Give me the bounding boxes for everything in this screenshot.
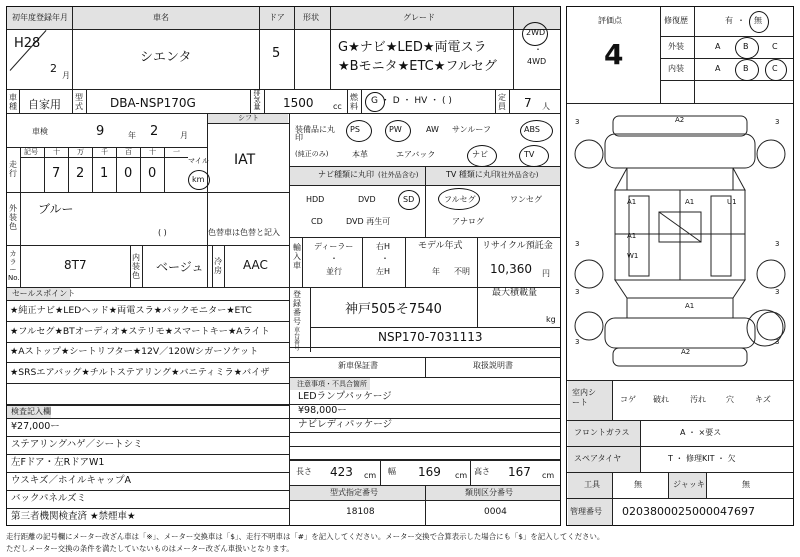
tv-sub: (社外品含む)	[498, 171, 539, 179]
note-rule	[7, 508, 289, 509]
equipment-item: ABS	[524, 125, 540, 134]
recycle-label: リサイクル預託金	[482, 241, 553, 251]
grade-line-2: ★Bモニタ★ETC★フルセグ	[338, 59, 497, 74]
equipment-label: 装備品に丸印	[295, 125, 335, 143]
diagram-mark-a1-center: A1	[685, 198, 695, 206]
notice-line: ¥98,000ー	[298, 405, 347, 416]
mileage-digit: 1	[100, 166, 109, 181]
chassis-label: 車台番号	[293, 327, 300, 352]
type-designation: 18108	[346, 507, 375, 517]
mileage-unit-label: マイル	[188, 157, 209, 165]
mileage-digit: 0	[148, 166, 157, 181]
exterior-b: B	[743, 42, 749, 51]
sales-point-line: ★SRSエアバッグ★チルトステアリング★バニティミラ★バイザ	[10, 367, 270, 378]
registration-month: 2	[50, 62, 57, 75]
sales-point-line: ★フルセグ★BTオーディオ★ステリモ★スマートキー★Aライト	[10, 326, 270, 337]
corner-mark-br2: 3	[775, 338, 780, 346]
registration-label: 登録番号	[293, 290, 301, 326]
corner-mark-tl: 3	[575, 118, 580, 126]
shift-label: シフト	[238, 114, 259, 122]
notices-label: 注意事項・不具合箇所	[297, 380, 367, 388]
mileage-grid-line	[44, 147, 45, 192]
spare-tire: T ・ 修理KIT ・ 欠	[668, 454, 736, 463]
navi-sub: (社外品含む)	[378, 171, 419, 179]
drive-4wd: 4WD	[527, 57, 547, 66]
jack: 無	[742, 480, 750, 489]
door-label: ドア	[269, 13, 285, 22]
import-left: 左H	[376, 267, 391, 276]
import-dealer: ディーラー	[314, 242, 354, 251]
color-no: 8T7	[64, 258, 87, 272]
navi-sd: SD	[403, 195, 415, 204]
corner-mark-br: 3	[775, 288, 780, 296]
interior-seat-item: 穴	[726, 395, 734, 404]
interior-color-label: 内装色	[132, 253, 140, 280]
car-name: シエンタ	[140, 50, 192, 65]
navi-cd: CD	[311, 217, 323, 226]
capacity: 7	[524, 96, 532, 110]
mileage-grid-line	[68, 147, 69, 192]
sales-point-line: ★Aストップ★シートリフター★12V／120Wシガーソケット	[10, 346, 259, 357]
import-label: 輸入車	[293, 243, 301, 270]
diagram-mark-a2-bottom: A2	[681, 348, 691, 356]
equipment-item: PS	[350, 125, 360, 134]
corner-mark-bl2: 3	[575, 338, 580, 346]
ac-value: AAC	[243, 258, 268, 272]
tv-oneseg: ワンセグ	[510, 195, 542, 204]
footer-note-1: 走行距離の記号欄にメーター改ざん車は「※」、メーター交換車は「$」、走行不明車は「#」を記入してください。メーター交換で合算表示した場合にも「$」を記入してください。	[6, 532, 605, 541]
equipment-item: 本革	[352, 150, 368, 159]
tv-fullseg: フルセグ	[444, 195, 476, 204]
fuel-label: 燃料	[350, 93, 358, 111]
equipment-item: PW	[389, 125, 402, 134]
corner-mark-ml: 3	[575, 240, 580, 248]
registration-era: H28	[14, 36, 41, 51]
note-rule	[7, 490, 289, 491]
jack-label: ジャッキ	[673, 480, 705, 489]
width-label: 幅	[388, 467, 396, 476]
vehicle-kind: 自家用	[28, 98, 61, 111]
interior-a: A	[715, 64, 721, 73]
note-rule	[7, 472, 289, 473]
interior-seat-item: 汚れ	[690, 395, 706, 404]
interior-label: 内装	[668, 64, 684, 73]
front-glass: A ・ ×要ス	[680, 428, 722, 437]
mileage-grid-line	[164, 147, 165, 192]
repair-yes: 有	[725, 16, 733, 25]
class-number-label: 類別区分番号	[465, 488, 513, 497]
color-paren: ( )	[158, 228, 167, 237]
spare-tire-label: スペアタイヤ	[574, 454, 622, 463]
color-change-note: 色替車は色替と記入	[208, 228, 280, 237]
equipment-item: ナビ	[472, 150, 488, 159]
recycle-fee: 10,360	[490, 262, 532, 276]
length-unit: cm	[364, 471, 377, 480]
exterior-label: 外装	[668, 42, 684, 51]
fuel-options: G ・ D ・ HV ・ ( )	[371, 96, 452, 106]
notice-rule	[290, 460, 560, 461]
notice-rule	[290, 446, 560, 447]
tools-label: 工具	[584, 480, 600, 489]
inspection-note-line: ¥27,000ー	[11, 421, 60, 432]
diagram-mark-a1-left: A1	[627, 198, 637, 206]
max-load-label: 最大積載量	[492, 288, 538, 298]
inspection-note-line: 左Fドア・左RドアW1	[11, 457, 105, 468]
shift-value: IAT	[234, 152, 256, 168]
tv-analog: アナログ	[452, 217, 484, 226]
repair-history-label: 修復歴	[664, 16, 688, 25]
model-code: DBA-NSP170G	[110, 96, 196, 110]
displacement: 1500	[283, 96, 314, 110]
grade-label: グレード	[403, 13, 435, 22]
mileage-digit-header: 一	[173, 148, 180, 156]
mileage-unit: km	[192, 175, 205, 184]
diagram-mark-a1-lower: A1	[685, 302, 695, 310]
note-rule	[7, 436, 289, 437]
navi-hdd: HDD	[306, 195, 325, 204]
registration-number: 神戸505そ7540	[345, 302, 442, 317]
recycle-unit: 円	[542, 269, 550, 278]
sales-rule	[7, 362, 289, 363]
import-parallel: 並行	[326, 267, 342, 276]
mileage-digit: 7	[52, 166, 61, 181]
mileage-digit-header: 百	[125, 148, 132, 156]
capacity-unit: 人	[542, 102, 550, 111]
equipment-item: サンルーフ	[452, 125, 491, 134]
note-rule	[7, 454, 289, 455]
sales-rule	[7, 321, 289, 322]
mileage-label: 走行	[9, 160, 17, 178]
car-name-label: 車名	[153, 13, 169, 22]
drive-2wd: 2WD	[526, 28, 546, 37]
corner-mark-bl: 3	[575, 288, 580, 296]
navi-dvd: DVD	[358, 195, 376, 204]
management-number-label: 管理番号	[570, 507, 602, 516]
front-glass-label: フロントガラス	[574, 428, 630, 437]
displacement-unit: cc	[333, 102, 342, 111]
owner-manual: 取扱説明書	[473, 361, 513, 370]
corner-mark-mr: 3	[775, 240, 780, 248]
sales-point-line: ★純正ナビ★LEDヘッド★両電スラ★バックモニター★ETC	[10, 305, 252, 316]
length-label: 長さ	[296, 467, 312, 476]
color-no-label: カラーNo.	[8, 250, 20, 282]
footer-note-2: ただしメーター交換の条件を満たしていないものはメーター改ざん車扱いとなります。	[6, 544, 294, 553]
vehicle-kind-label: 車種	[9, 93, 17, 111]
sales-point-label: セールスポイント	[12, 289, 76, 298]
tools: 無	[634, 480, 642, 489]
inspection-note-line: ステアリングハゲ／シートシミ	[11, 439, 143, 450]
model-year-value: 不明	[454, 267, 470, 276]
inspection-note-line: 第三者機関検査済 ★禁煙車★	[11, 511, 136, 522]
navi-label: ナビ種類に丸印	[318, 170, 374, 179]
inspection-year: 9	[96, 124, 105, 139]
corner-mark-tr: 3	[775, 118, 780, 126]
height: 167	[508, 465, 531, 479]
interior-seat-item: 破れ	[653, 395, 669, 404]
interior-b: B	[743, 64, 749, 73]
mileage-grid-line	[116, 147, 117, 192]
chassis-number: NSP170-7031113	[378, 330, 483, 344]
diagram-mark-u1: U1	[727, 198, 737, 206]
door-count: 5	[272, 46, 281, 61]
inspection-notes-label: 検査記入欄	[11, 407, 51, 416]
width-unit: cm	[455, 471, 468, 480]
sales-rule	[7, 383, 289, 384]
max-load-unit: kg	[546, 315, 556, 324]
new-car-warranty: 新車保証書	[338, 361, 378, 370]
height-label: 高さ	[474, 467, 490, 476]
mileage-digit-header: 万	[77, 148, 84, 156]
exterior-a: A	[715, 42, 721, 51]
notice-line: ナビレディパッケージ	[298, 419, 393, 430]
mileage-digit-header: 十	[53, 148, 60, 156]
length: 423	[330, 465, 353, 479]
sales-rule	[7, 342, 289, 343]
displacement-label: 排気量	[253, 89, 261, 111]
first-registration-label: 初年度登録年月	[12, 13, 68, 22]
diagram-mark-a1-left-2: A1	[627, 232, 637, 240]
equipment-item: AW	[426, 125, 439, 134]
interior-seat-item: キズ	[755, 395, 771, 404]
repair-no: 無	[754, 16, 762, 25]
class-number: 0004	[484, 507, 507, 517]
equipment-item: エアバック	[396, 150, 436, 159]
interior-seat-label: 室内シート	[572, 388, 596, 407]
equipment-item: TV	[524, 150, 535, 159]
exterior-color-label: 外装色	[9, 204, 17, 231]
management-number: 0203800025000047697	[622, 505, 755, 518]
model-year-unit: 年	[432, 267, 440, 276]
notice-line: LEDランプパッケージ	[298, 391, 392, 402]
inspection-label: 車検	[32, 127, 48, 136]
navi-dvd-play: DVD 再生可	[346, 217, 391, 226]
type-designation-label: 型式指定番号	[330, 488, 378, 497]
tv-label: TV 種類に丸印	[446, 170, 499, 179]
mileage-grid-line	[92, 147, 93, 192]
model-year-label: モデル年式	[418, 241, 463, 251]
diagram-mark-a2-top: A2	[675, 116, 685, 124]
mileage-digit: 2	[76, 166, 85, 181]
model-label: 型式	[75, 93, 83, 111]
registration-month-unit: 月	[62, 71, 70, 80]
ac-label: 冷房	[214, 257, 222, 275]
exterior-c: C	[772, 42, 778, 51]
inspection-year-unit: 年	[128, 131, 136, 140]
score-label: 評価点	[598, 16, 622, 25]
inspection-month: 2	[150, 124, 159, 139]
grade-line-1: G★ナビ★LED★両電スラ	[338, 40, 487, 55]
interior-seat-item: コゲ	[620, 395, 636, 404]
inspection-note-line: ウスキズ／ホイルキャップA	[11, 475, 132, 486]
car-damage-diagram	[567, 104, 793, 380]
inspection-month-unit: 月	[180, 131, 188, 140]
exterior-color: ブルー	[38, 202, 74, 216]
width: 169	[418, 465, 441, 479]
mileage-grid-line	[140, 147, 141, 192]
height-unit: cm	[542, 471, 555, 480]
score: 4	[604, 38, 624, 71]
mileage-digit-header: 十	[149, 148, 156, 156]
mileage-digit-header: 記号	[24, 148, 38, 156]
interior-c: C	[772, 64, 778, 73]
import-right: 右H	[376, 242, 391, 251]
capacity-label: 定員	[498, 93, 506, 111]
interior-color: ベージュ	[156, 260, 204, 274]
mileage-digit: 0	[124, 166, 133, 181]
equipment-sub: (純正のみ)	[295, 150, 329, 158]
notice-rule	[290, 432, 560, 433]
inspection-note-line: バックパネルズミ	[11, 493, 87, 504]
shape-label: 形状	[303, 13, 319, 22]
diagram-mark-w1: W1	[627, 252, 639, 260]
mileage-digit-header: 千	[101, 148, 108, 156]
